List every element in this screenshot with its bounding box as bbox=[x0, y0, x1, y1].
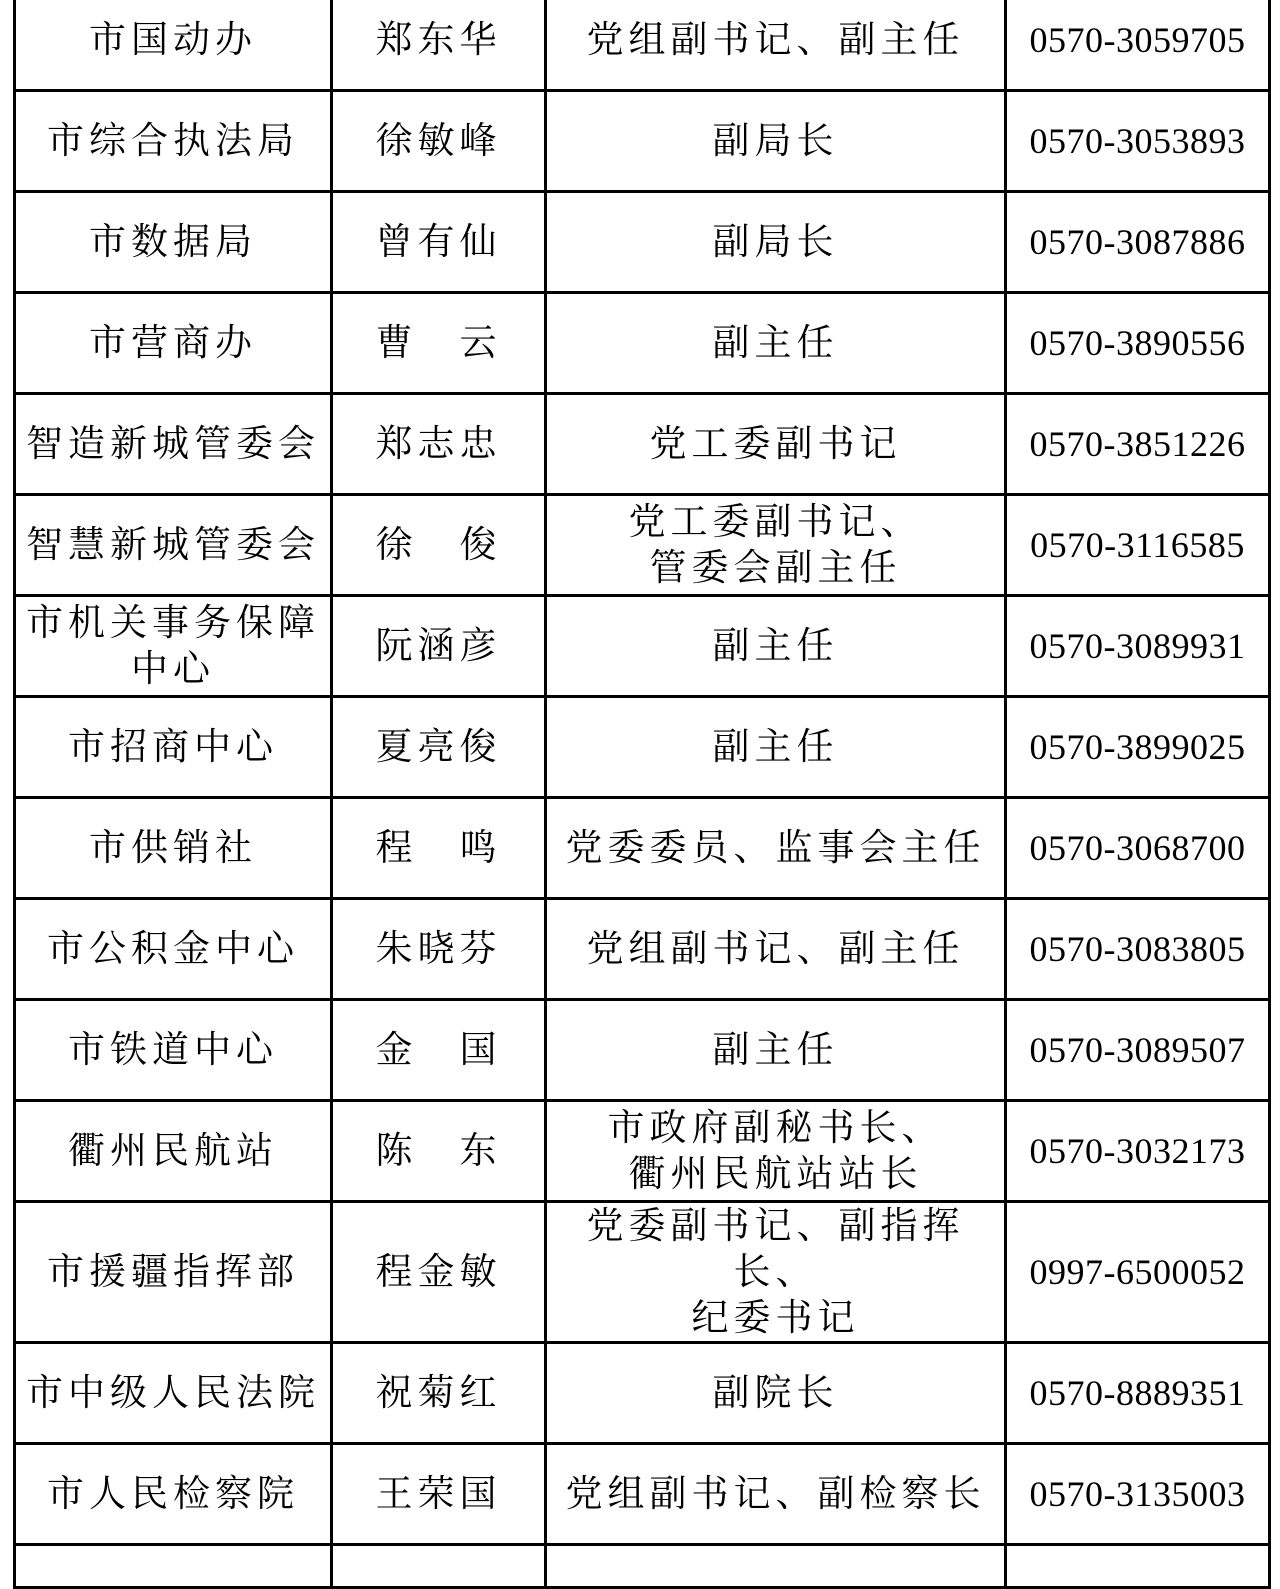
unit-text: 市中级人民法院 bbox=[26, 1371, 320, 1414]
table-row bbox=[15, 394, 1270, 495]
title-cell bbox=[546, 1444, 1006, 1545]
name-cell bbox=[332, 394, 546, 495]
unit-text: 市招商中心 bbox=[68, 725, 278, 768]
phone-text: 0570-3083805 bbox=[1029, 929, 1246, 969]
table-row bbox=[15, 293, 1270, 394]
phone-cell bbox=[1006, 1343, 1270, 1444]
unit-text: 市援疆指挥部 bbox=[47, 1250, 299, 1293]
name-cell bbox=[332, 1202, 546, 1343]
name-text: 曾有仙 bbox=[375, 220, 502, 263]
table-row bbox=[15, 697, 1270, 798]
title-cell bbox=[546, 91, 1006, 192]
phone-text: 0570-3089507 bbox=[1029, 1030, 1246, 1070]
phone-text: 0570-3899025 bbox=[1029, 727, 1246, 767]
title-cell bbox=[546, 293, 1006, 394]
name-text: 程金敏 bbox=[375, 1250, 502, 1293]
unit-text: 市铁道中心 bbox=[68, 1028, 278, 1071]
title-text: 党组副书记、副检察长 bbox=[565, 1472, 986, 1515]
name-text: 金 国 bbox=[375, 1028, 502, 1071]
unit-cell bbox=[15, 1000, 332, 1101]
name-cell bbox=[332, 293, 546, 394]
table-row bbox=[15, 1101, 1270, 1202]
name-text: 程 鸣 bbox=[375, 826, 502, 869]
name-cell bbox=[332, 697, 546, 798]
name-cell bbox=[332, 0, 546, 91]
unit-text: 市公积金中心 bbox=[47, 927, 299, 970]
table-row-partial bbox=[15, 1545, 1270, 1588]
phone-text: 0570-3053893 bbox=[1029, 121, 1246, 161]
name-text: 郑志忠 bbox=[375, 422, 502, 465]
table-row bbox=[15, 1444, 1270, 1545]
phone-text: 0570-3032173 bbox=[1029, 1131, 1246, 1171]
phone-text: 0570-3059705 bbox=[1029, 20, 1246, 60]
unit-text: 市机关事务保障 中心 bbox=[26, 601, 320, 690]
name-text: 王荣国 bbox=[375, 1472, 502, 1515]
name-text: 朱晓芬 bbox=[375, 927, 502, 970]
unit-text: 市综合执法局 bbox=[47, 119, 299, 162]
phone-text: 0570-3116585 bbox=[1030, 525, 1245, 565]
name-text: 徐敏峰 bbox=[375, 119, 502, 162]
title-text: 党委副书记、副指挥长、 纪委书记 bbox=[586, 1204, 965, 1339]
unit-text: 智慧新城管委会 bbox=[26, 523, 320, 566]
unit-text: 智造新城管委会 bbox=[26, 422, 320, 465]
table-row bbox=[15, 495, 1270, 596]
phone-text: 0570-8889351 bbox=[1029, 1373, 1246, 1413]
unit-cell bbox=[15, 0, 332, 91]
table-row bbox=[15, 1202, 1270, 1343]
table-row bbox=[15, 899, 1270, 1000]
phone-text: 0570-3089931 bbox=[1029, 626, 1246, 666]
title-cell bbox=[546, 1101, 1006, 1202]
phone-cell bbox=[1006, 394, 1270, 495]
unit-cell bbox=[15, 596, 332, 697]
unit-cell bbox=[15, 495, 332, 596]
title-cell bbox=[546, 394, 1006, 495]
phone-text: 0570-3087886 bbox=[1029, 222, 1246, 262]
unit-text: 市供销社 bbox=[89, 826, 257, 869]
unit-cell bbox=[15, 798, 332, 899]
name-cell bbox=[332, 1444, 546, 1545]
unit-text: 市营商办 bbox=[89, 321, 257, 364]
title-cell bbox=[546, 1202, 1006, 1343]
name-text: 夏亮俊 bbox=[375, 725, 502, 768]
title-cell bbox=[546, 697, 1006, 798]
title-cell bbox=[546, 192, 1006, 293]
empty-cell bbox=[546, 1545, 1006, 1588]
phone-cell bbox=[1006, 1202, 1270, 1343]
unit-text: 市国动办 bbox=[89, 18, 257, 61]
title-text: 市政府副秘书长、 衢州民航站站长 bbox=[607, 1106, 944, 1195]
title-text: 党组副书记、副主任 bbox=[586, 927, 965, 970]
unit-text: 衢州民航站 bbox=[68, 1129, 278, 1172]
phone-cell bbox=[1006, 192, 1270, 293]
unit-cell bbox=[15, 899, 332, 1000]
title-text: 党组副书记、副主任 bbox=[586, 18, 965, 61]
title-cell bbox=[546, 1000, 1006, 1101]
title-cell bbox=[546, 1343, 1006, 1444]
phone-cell bbox=[1006, 495, 1270, 596]
unit-text: 市人民检察院 bbox=[47, 1472, 299, 1515]
empty-cell bbox=[1006, 1545, 1270, 1588]
name-cell bbox=[332, 798, 546, 899]
contact-table-body bbox=[15, 0, 1270, 1588]
table-row bbox=[15, 91, 1270, 192]
title-text: 副主任 bbox=[712, 624, 839, 667]
title-text: 副主任 bbox=[712, 725, 839, 768]
name-text: 阮涵彦 bbox=[375, 624, 502, 667]
unit-cell bbox=[15, 1202, 332, 1343]
phone-cell bbox=[1006, 1444, 1270, 1545]
unit-cell bbox=[15, 192, 332, 293]
phone-text: 0997-6500052 bbox=[1029, 1252, 1246, 1292]
title-text: 副院长 bbox=[712, 1371, 839, 1414]
phone-cell bbox=[1006, 0, 1270, 91]
title-text: 副主任 bbox=[712, 1028, 839, 1071]
name-text: 郑东华 bbox=[375, 18, 502, 61]
name-text: 祝菊红 bbox=[375, 1371, 502, 1414]
phone-cell bbox=[1006, 697, 1270, 798]
name-text: 徐 俊 bbox=[375, 523, 502, 566]
contact-table bbox=[13, 0, 1271, 1589]
name-cell bbox=[332, 192, 546, 293]
name-text: 陈 东 bbox=[375, 1129, 502, 1172]
title-cell bbox=[546, 798, 1006, 899]
phone-text: 0570-3851226 bbox=[1029, 424, 1246, 464]
title-text: 副局长 bbox=[712, 220, 839, 263]
phone-cell bbox=[1006, 1000, 1270, 1101]
name-cell bbox=[332, 91, 546, 192]
phone-text: 0570-3890556 bbox=[1029, 323, 1246, 363]
unit-cell bbox=[15, 394, 332, 495]
unit-cell bbox=[15, 1343, 332, 1444]
title-text: 副局长 bbox=[712, 119, 839, 162]
table-row bbox=[15, 1000, 1270, 1101]
name-cell bbox=[332, 1000, 546, 1101]
phone-cell bbox=[1006, 91, 1270, 192]
table-row bbox=[15, 1343, 1270, 1444]
phone-text: 0570-3068700 bbox=[1029, 828, 1246, 868]
name-cell bbox=[332, 1343, 546, 1444]
unit-cell bbox=[15, 91, 332, 192]
phone-cell bbox=[1006, 1101, 1270, 1202]
title-text: 党工委副书记 bbox=[649, 422, 902, 465]
table-row bbox=[15, 596, 1270, 697]
name-text: 曹 云 bbox=[375, 321, 502, 364]
empty-cell bbox=[332, 1545, 546, 1588]
phone-cell bbox=[1006, 596, 1270, 697]
unit-cell bbox=[15, 697, 332, 798]
title-cell bbox=[546, 596, 1006, 697]
title-cell bbox=[546, 495, 1006, 596]
title-text: 副主任 bbox=[712, 321, 839, 364]
empty-cell bbox=[15, 1545, 332, 1588]
name-cell bbox=[332, 1101, 546, 1202]
unit-text: 市数据局 bbox=[89, 220, 257, 263]
unit-cell bbox=[15, 293, 332, 394]
table-row bbox=[15, 0, 1270, 91]
unit-cell bbox=[15, 1444, 332, 1545]
phone-cell bbox=[1006, 293, 1270, 394]
title-text: 党工委副书记、 管委会副主任 bbox=[628, 500, 923, 589]
contact-table-container bbox=[13, 0, 1268, 1589]
name-cell bbox=[332, 899, 546, 1000]
table-row bbox=[15, 798, 1270, 899]
title-cell bbox=[546, 899, 1006, 1000]
phone-text: 0570-3135003 bbox=[1029, 1474, 1246, 1514]
phone-cell bbox=[1006, 798, 1270, 899]
name-cell bbox=[332, 495, 546, 596]
name-cell bbox=[332, 596, 546, 697]
title-text: 党委委员、监事会主任 bbox=[565, 826, 986, 869]
table-row bbox=[15, 192, 1270, 293]
unit-cell bbox=[15, 1101, 332, 1202]
title-cell bbox=[546, 0, 1006, 91]
phone-cell bbox=[1006, 899, 1270, 1000]
